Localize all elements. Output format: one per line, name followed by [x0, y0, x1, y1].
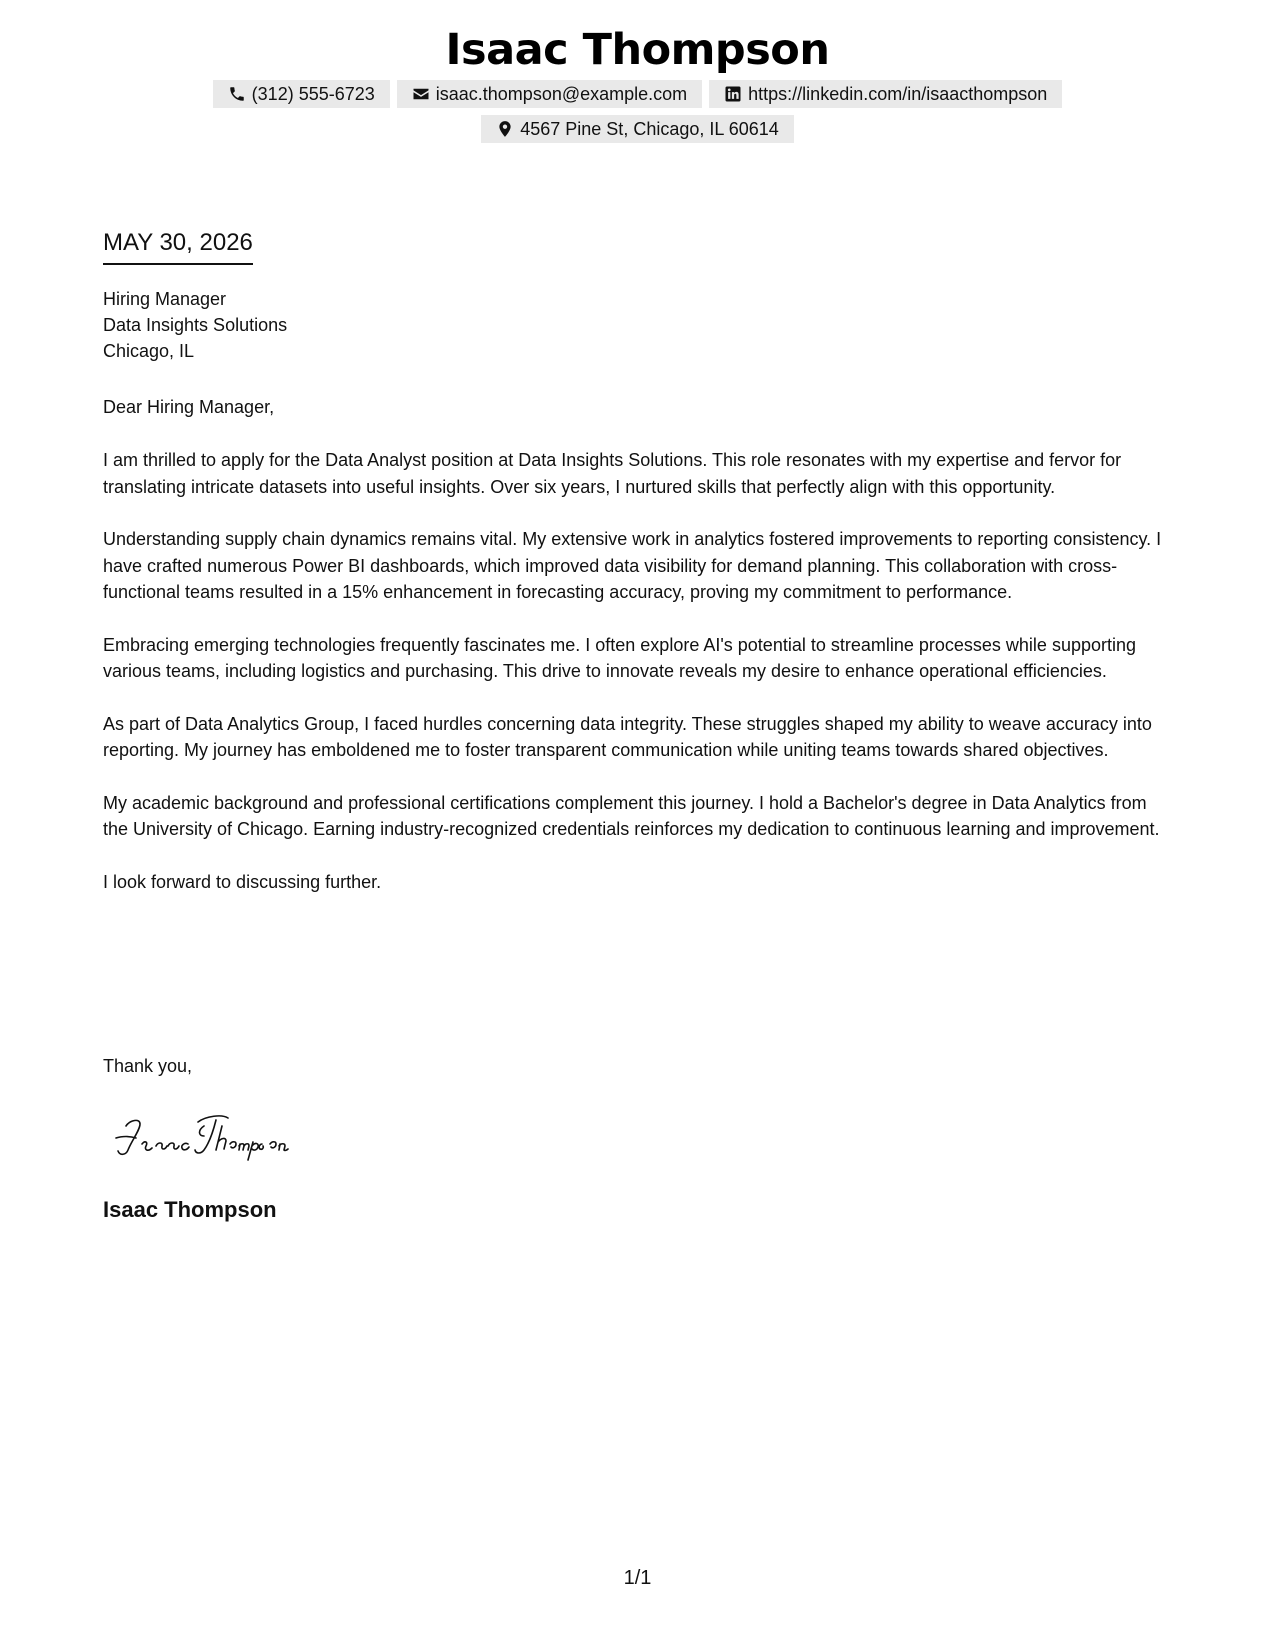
linkedin-icon [724, 85, 742, 103]
envelope-icon [412, 85, 430, 103]
phone-text: (312) 555-6723 [251, 83, 375, 104]
signer-name: Isaac Thompson [103, 1197, 277, 1222]
letter-date: MAY 30, 2026 [103, 227, 253, 265]
email-text: isaac.thompson@example.com [435, 83, 688, 104]
linkedin-text: https://linkedin.com/in/isaacthompson [748, 83, 1048, 104]
address-row [0, 115, 1275, 143]
page-number: 1/1 [623, 1567, 652, 1589]
recipient-location: Chicago, IL [103, 341, 195, 361]
body-paragraph: Understanding supply chain dynamics remains vital. My extensive work in analytics fostered improvements to reporting consistency. I have crafted numerous Power BI dashboards, which improved data visibility for demand planning. This collaboration with cross-functional teams resulted in a 15% enhancement in forecasting accuracy, proving my commitment to performance. [103, 529, 1162, 602]
linkedin-chip [709, 80, 1062, 108]
contact-row [0, 80, 1275, 108]
body-paragraph: Embracing emerging technologies frequently fascinates me. I often explore AI's potential to streamline processes while supporting various teams, including logistics and purchasing. This drive to innovate reveals my desire to enhance operational efficiencies. [103, 634, 1136, 681]
body-paragraph: As part of Data Analytics Group, I faced hurdles concerning data integrity. These struggles shaped my ability to weave accuracy into reporting. My journey has emboldened me to foster transparent communication while uniting teams towards shared objectives. [103, 713, 1152, 760]
body-paragraph: I look forward to discussing further. [103, 871, 382, 892]
salutation: Dear Hiring Manager, [103, 397, 275, 417]
recipient-company: Data Insights Solutions [103, 315, 288, 335]
handwritten-signature [112, 1108, 352, 1164]
phone-icon [228, 85, 246, 103]
body-paragraph: I am thrilled to apply for the Data Analyst position at Data Insights Solutions. This role resonates with my expertise and fervor for translating intricate datasets into useful insights. Over six years, I nurtured skills that perfectly align with this opportunity. [103, 450, 1122, 497]
email-chip [397, 80, 702, 108]
map-marker-icon [496, 120, 514, 138]
closing: Thank you, [103, 1056, 193, 1076]
letter-body [103, 447, 1175, 921]
address-text: 4567 Pine St, Chicago, IL 60614 [520, 118, 779, 139]
phone-chip [213, 80, 390, 108]
address-chip [481, 115, 794, 143]
recipient-title: Hiring Manager [103, 289, 227, 309]
recipient-block [103, 286, 1175, 364]
body-paragraph: My academic background and professional certifications complement this journey. I hold a Bachelor's degree in Data Analytics from the University of Chicago. Earning industry-recognized credentials reinforces my dedication to continuous learning and improvement. [103, 792, 1160, 839]
applicant-name: Isaac Thompson [445, 25, 830, 75]
